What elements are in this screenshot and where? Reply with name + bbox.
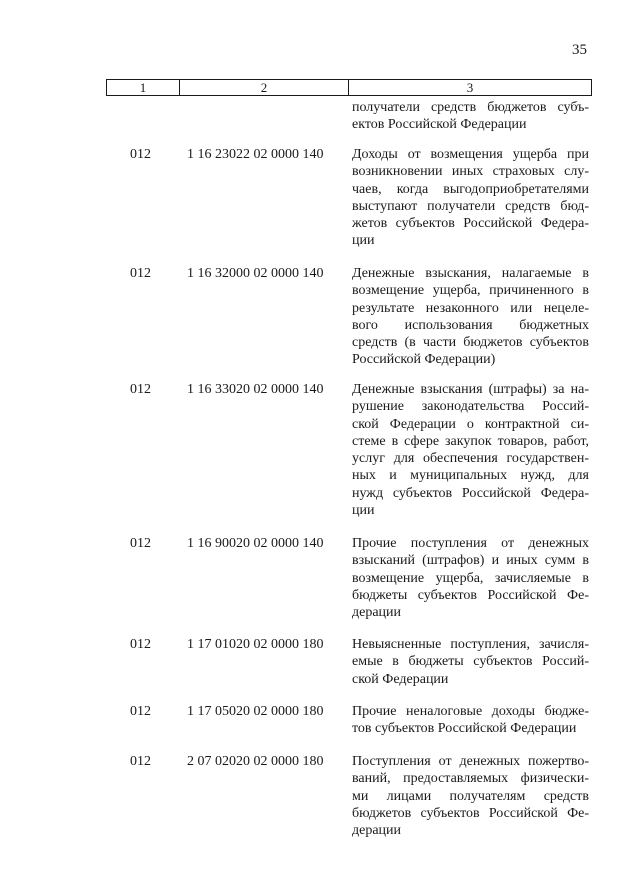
description-line: получатели средств бюджетов субъ-	[352, 100, 589, 115]
description-line: ской Федерации	[352, 671, 449, 687]
budget-code: 1 16 23022 02 0000 140	[187, 147, 324, 162]
description-line: взысканий (штрафов) и иных сумм в	[352, 553, 589, 569]
admin-code: 012	[130, 536, 151, 551]
description-line: результате незаконного или нецеле-	[352, 300, 589, 316]
budget-code: 1 16 32000 02 0000 140	[187, 266, 324, 281]
description-line: ваний, предоставляемых физически-	[352, 771, 589, 787]
description-line: дерации	[352, 605, 402, 621]
description-line: Доходы от возмещения ущерба при	[352, 147, 589, 162]
description-line: Прочие поступления от денежных	[352, 536, 589, 551]
revenue-description	[352, 753, 589, 839]
description-line: бюджеты субъектов Российской Фе-	[352, 587, 589, 603]
table-header	[106, 79, 592, 96]
description-line: чаев, когда выгодоприобретателями	[352, 181, 589, 197]
budget-code: 1 16 33020 02 0000 140	[187, 382, 324, 397]
budget-code: 1 16 90020 02 0000 140	[187, 536, 324, 551]
admin-code: 012	[130, 266, 151, 281]
description-line: ных и муниципальных нужд, для	[352, 468, 589, 484]
description-line: ции	[352, 233, 375, 249]
budget-code: 1 17 01020 02 0000 180	[187, 637, 324, 652]
description-line: возмещение ущерба, причиненного в	[352, 283, 589, 299]
description-line: Денежные взыскания (штрафы) за на-	[352, 382, 589, 397]
column-header-2: 2	[180, 80, 349, 95]
description-line: дерации	[352, 823, 402, 839]
description-line: Прочие неналоговые доходы бюдже-	[352, 704, 589, 719]
revenue-description	[352, 535, 589, 621]
admin-code: 012	[130, 704, 151, 719]
revenue-description	[352, 703, 589, 738]
admin-code: 012	[130, 754, 151, 769]
column-header-1: 1	[107, 80, 180, 95]
column-header-3: 3	[466, 80, 474, 95]
description-line: возникновении иных страховых слу-	[352, 164, 589, 180]
description-line: выступают получатели средств бюд-	[352, 198, 589, 214]
description-line: средств (в части бюджетов субъектов	[352, 335, 589, 351]
description-line: емые в бюджеты субъектов Россий-	[352, 654, 589, 670]
revenue-description	[352, 636, 589, 688]
budget-code: 2 07 02020 02 0000 180	[187, 754, 324, 769]
description-line: Поступления от денежных пожертво-	[352, 754, 589, 769]
description-line: возмещение ущерба, зачисляемые в	[352, 570, 589, 586]
description-line: рушение законодательства Россий-	[352, 399, 589, 415]
description-line: ми лицами получателям средств	[352, 788, 589, 804]
description-line: бюджетов субъектов Российской Фе-	[352, 805, 589, 821]
description-line: ектов Российской Федерации	[352, 117, 527, 133]
description-line: Невыясненные поступления, зачисля-	[352, 637, 589, 652]
description-line: ции	[352, 503, 375, 519]
continuation-description	[352, 99, 589, 134]
description-line: Денежные взыскания, налагаемые в	[352, 266, 589, 281]
revenue-description	[352, 146, 589, 250]
description-line: нужд субъектов Российской Федера-	[352, 485, 589, 501]
revenue-description	[352, 265, 589, 369]
page-number: 35	[572, 42, 587, 58]
budget-code: 1 17 05020 02 0000 180	[187, 704, 324, 719]
revenue-description	[352, 381, 589, 519]
admin-code: 012	[130, 147, 151, 162]
description-line: стеме в сфере закупок товаров, работ,	[352, 433, 589, 449]
description-line: жетов субъектов Российской Федера-	[352, 216, 589, 232]
admin-code: 012	[130, 382, 151, 397]
description-line: тов субъектов Российской Федерации	[352, 721, 577, 737]
description-line: вого использования бюджетных	[352, 317, 589, 333]
description-line: услуг для обеспечения государствен-	[352, 451, 589, 467]
description-line: Российской Федерации)	[352, 352, 496, 368]
description-line: ской Федерации о контрактной си-	[352, 416, 589, 432]
admin-code: 012	[130, 637, 151, 652]
